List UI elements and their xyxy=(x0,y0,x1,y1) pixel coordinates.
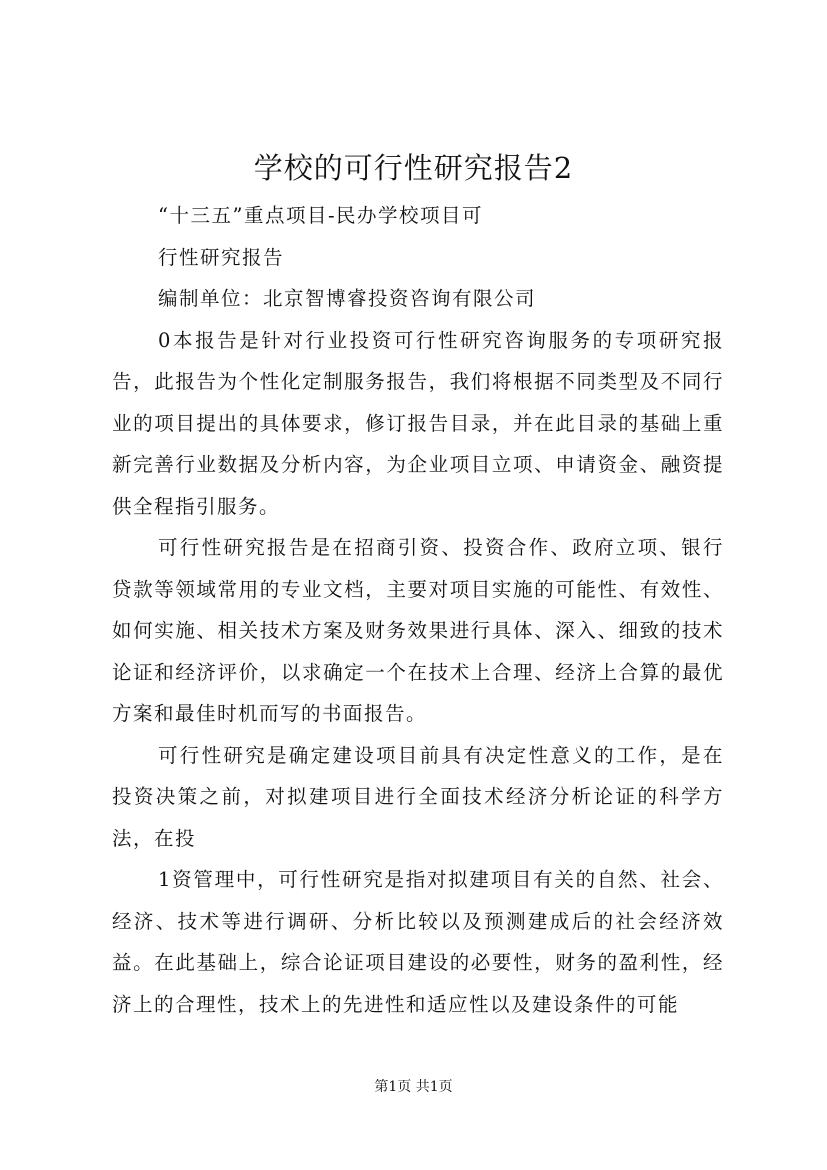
paragraph-intro: 0本报告是针对行业投资可行性研究咨询服务的专项研究报告，此报告为个性化定制服务报告，我们将根据不同类型及不同行业的项目提出的具体要求，修订报告目录，并在此目录的基础上重新完善行业数据及分析内容，为企业项目立项、申请资金、融资提供全程指引服务。 xyxy=(112,328,724,518)
paragraph-feasibility-study: 可行性研究是确定建设项目前具有决定性意义的工作，是在投资决策之前，对拟建项目进行全面技术经济分析论证的科学方法，在投 xyxy=(112,743,724,850)
paragraph-heading-line-2: 行性研究报告 xyxy=(158,245,285,269)
paragraph-heading-line-1: “十三五”重点项目-民办学校项目可 xyxy=(158,204,484,227)
paragraph-compiler: 编制单位：北京智博睿投资咨询有限公司 xyxy=(158,287,537,310)
document-title: 学校的可行性研究报告2 xyxy=(253,151,574,185)
page-footer: 第1页 共1页 xyxy=(374,1079,453,1095)
document-body xyxy=(112,195,724,1025)
paragraph-investment-management: 1资管理中，可行性研究是指对拟建项目有关的自然、社会、经济、技术等进行调研、分析比较以及预测建成后的社会经济效益。在此基础上，综合论证项目建设的必要性，财务的盈利性，经济上的合理性，技术上的先进性和适应性以及建设条件的可能 xyxy=(112,868,724,1016)
paragraph-feasibility-report: 可行性研究报告是在招商引资、投资合作、政府立项、银行贷款等领域常用的专业文档，主要对项目实施的可能性、有效性、如何实施、相关技术方案及财务效果进行具体、深入、细致的技术论证和经济评价，以求确定一个在技术上合理、经济上合算的最优方案和最佳时机而写的书面报告。 xyxy=(112,536,724,725)
